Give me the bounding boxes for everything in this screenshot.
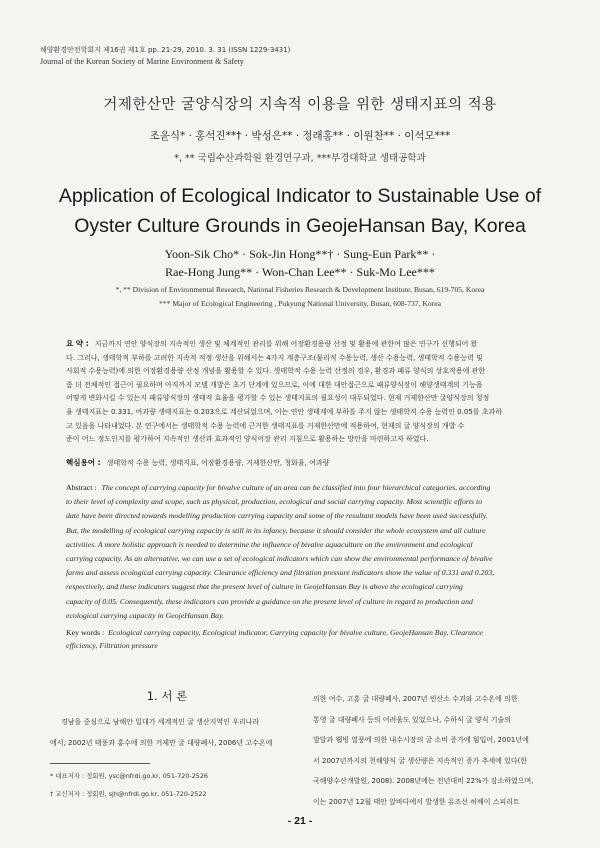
footnote-divider xyxy=(50,763,150,764)
keywords-korean-label: 핵심용어 : xyxy=(66,458,101,467)
body-line: 서 2007년까지의 천해양식 굴 생산량은 지속적인 증가 추세에 있다(한 xyxy=(313,756,528,765)
abstract-korean-line: 어떻게 변화시킬 수 있는지 패류양식장의 생태적 효율을 평가할 수 있는 생태지표의 필요성이 대두되었다. 현재 거제한산만 굴양식장의 청정 xyxy=(66,394,490,403)
abstract-english-label: Abstract : xyxy=(66,483,97,492)
abstract-english-line: respectively, and these indicators suggest that the present level of culture in GeojeHansan Bay is above the ecological carrying xyxy=(66,582,463,592)
page-number: - 21 - xyxy=(287,815,313,827)
abstract-korean-label: 요 약 : xyxy=(66,339,89,348)
journal-name: Journal of the Korean Society of Marine Environment & Safety xyxy=(40,57,244,66)
journal-header xyxy=(40,44,290,68)
abstract-english-line: farms and assess ecological carrying capacity. Clearance efficiency and filtration pressure indicators show the value of 0.331 and 0.203, xyxy=(66,568,495,578)
body-line: 경남을 중심으로 남해안 일대가 세계적인 굴 생산지역인 우리나라 xyxy=(61,718,260,726)
title-korean: 거제한산만 굴양식장의 지속적 이용을 위한 생태지표의 적용 xyxy=(103,97,497,113)
abstract-english-line: capacity of 0.05. Consequently, these indicators can provide a guidance on the present level of culture in regard to production and xyxy=(66,596,473,606)
keywords-korean xyxy=(66,457,536,468)
abstract-korean-line: 요 약 : 지금까지 연안 양식장의 지속적인 생산 및 체계적인 관리를 위해 어장환경용량 산정 및 활용에 관한여 많은 연구가 선행되어 왔 xyxy=(66,339,478,348)
affiliation-english-line: *, ** Division of Environmental Research, National Fisheries Research & Development Institute, Busan, 619-705, Korea xyxy=(115,285,485,294)
abstract-english-line: date have been directed towards modelling production carrying capacity and some of the resultant models have been used successfully. xyxy=(66,511,488,521)
affiliation-english xyxy=(0,283,600,311)
affiliation-korean: *, ** 국립수산과학원 환경연구과, ***부경대학교 생태공학과 xyxy=(174,153,426,164)
abstract-english-line: to their level of complexity and scope, such as physical, production, ecological and social carrying capacity. Most scientific efforts to xyxy=(66,497,483,507)
body-line: 의한 여수, 고흥 굴 대량폐사, 2007년 빈산소 수괴와 고수온에 의한 xyxy=(313,695,518,703)
section-heading-introduction: 1. 서 론 xyxy=(146,689,188,703)
keywords-korean-text: 생태학적 수용 능력, 생태지표, 어장환경용량, 거제한산만, 청화율, 여과량 xyxy=(106,459,330,467)
body-line: 에서, 2002년 태풍과 홍수에 의한 거제만 굴 대량폐사, 2006년 고수온에 xyxy=(50,738,273,747)
abstract-english xyxy=(66,481,536,623)
body-line: 국해양수산개발원, 2008). 2008년에는 전년대비 22%가 감소하였으며, xyxy=(313,777,534,785)
body-column-right xyxy=(313,689,563,812)
authors-english xyxy=(0,245,600,281)
body-line: 이는 2007년 12월 태안 앞바다에서 발생한 유조선 허베이 스피리트 xyxy=(313,797,520,806)
abstract-english-line: But, the modelling of ecological carrying capacity is still in its infancy, because it should consider the whole ecosystem and all culture xyxy=(66,525,486,535)
authors-english-line: Rae-Hong Jung** · Won-Chan Lee** · Suk-Mo Lee*** xyxy=(165,265,435,279)
keywords-english: Key words : Ecological carrying capacity, Ecological indicator, Carrying capacity for bivalve culture, GeojeHansan Bay, Clearance efficiency, Filtration pressure xyxy=(66,626,536,652)
authors-english-line: Yoon-Sik Cho* · Sok-Jin Hong**† · Sung-Eun Park** · xyxy=(164,247,436,261)
title-english-line: Oyster Culture Grounds in GeojeHansan Bay, Korea xyxy=(74,215,526,237)
footnote-corresponding-author: † 교신저자 : 정회원, sjh@nfrdi.go.kr, 051-720-2522 xyxy=(50,790,207,798)
abstract-korean-line: 고 있음을 나타내었다. 본 연구에서는 생태학적 수용 능력에 근거한 생태지표를 거제한산만에 적용하여, 현재의 굴 양식장의 개발 수 xyxy=(66,421,465,430)
abstract-korean xyxy=(66,337,536,447)
footnote-corresponding-first: * 대표저자 : 정회원, ysc@nfrdi.go.kr, 051-720-2526 xyxy=(50,772,208,780)
abstract-english-line: ecological carrying capacity in GeojeHansan Bay. xyxy=(66,610,225,620)
abstract-korean-line: 다. 그러나, 생태학적 부하를 고려한 지속적 적정 생산을 위해서는 4가지 계층구조(물리적 수용능력, 생산 수용능력, 생태학적 수용능력 및 xyxy=(66,353,483,362)
abstract-english-line: activities. A more holistic approach is needed to determine the influence of bivalve aquaculture on the environment and ecological xyxy=(66,539,473,549)
abstract-korean-line: 좀 더 전체적인 접근이 필요하며 아직까지 모델 개발은 초기 단계에 있으므로, 이에 대한 대안접근으로 패류양식장이 해양생태계의 기능을 xyxy=(66,380,483,389)
body-column-left xyxy=(50,712,297,753)
keywords-english-line: efficiency, Filtration pressure xyxy=(66,641,158,650)
abstract-korean-line: 사회적 수용능력)에 의한 어장환경용량 산정 개념을 활용할 수 있다. 생태학적 수용 능력 산정의 경우, 환경과 패류 양식의 상호작용에 관한 xyxy=(66,367,486,376)
abstract-english-line: Abstract : The concept of carrying capacity for bivalve culture of an area can be classified into four hierarchical categories, according xyxy=(66,483,491,492)
abstract-korean-line: 율 생태지표는 0.331, 여과량 생태지표는 0.203으로 계산되었으며, 이는 연안 생태계에 부하를 주지 않는 생태학적 수용 능력인 0.05를 초과하 xyxy=(66,407,503,416)
body-line: 통영 굴 대량폐사 등의 어려움도 있었으나, 수하식 굴 양식 기술의 xyxy=(313,715,512,724)
body-line: 발달과 웰빙 열풍에 의한 내수시장의 굴 소비 증가에 힘입어, 2001년에 xyxy=(313,736,529,744)
journal-citation: 해양환경안전학회지 제16권 제1호 pp. 21-29, 2010. 3. 31 (ISSN 1229-3431) xyxy=(40,46,291,54)
title-english-line: Application of Ecological Indicator to Sustainable Use of xyxy=(58,185,542,207)
affiliation-english-line: *** Major of Ecological Engineering , Pukyung National University, Busan, 608-737, Korea xyxy=(159,299,441,308)
title-english xyxy=(0,181,600,241)
keywords-english-label: Key words : xyxy=(66,628,105,637)
footnotes xyxy=(50,767,208,803)
abstract-english-line: carrying capacity. As an alternative, we can use a set of ecological indicators which can show the environmental performance of bivalve xyxy=(66,554,493,564)
abstract-korean-line: 준이 어느 정도인지를 평가하여 지속적인 생산과 효과적인 양식어장 관리 지침으로 활용하는 방안을 마련하고자 하였다. xyxy=(66,435,429,444)
authors-korean: 조윤식* · 홍석진**† · 박성은** · 정래홍** · 이원찬** · 이석모*** xyxy=(149,130,451,142)
